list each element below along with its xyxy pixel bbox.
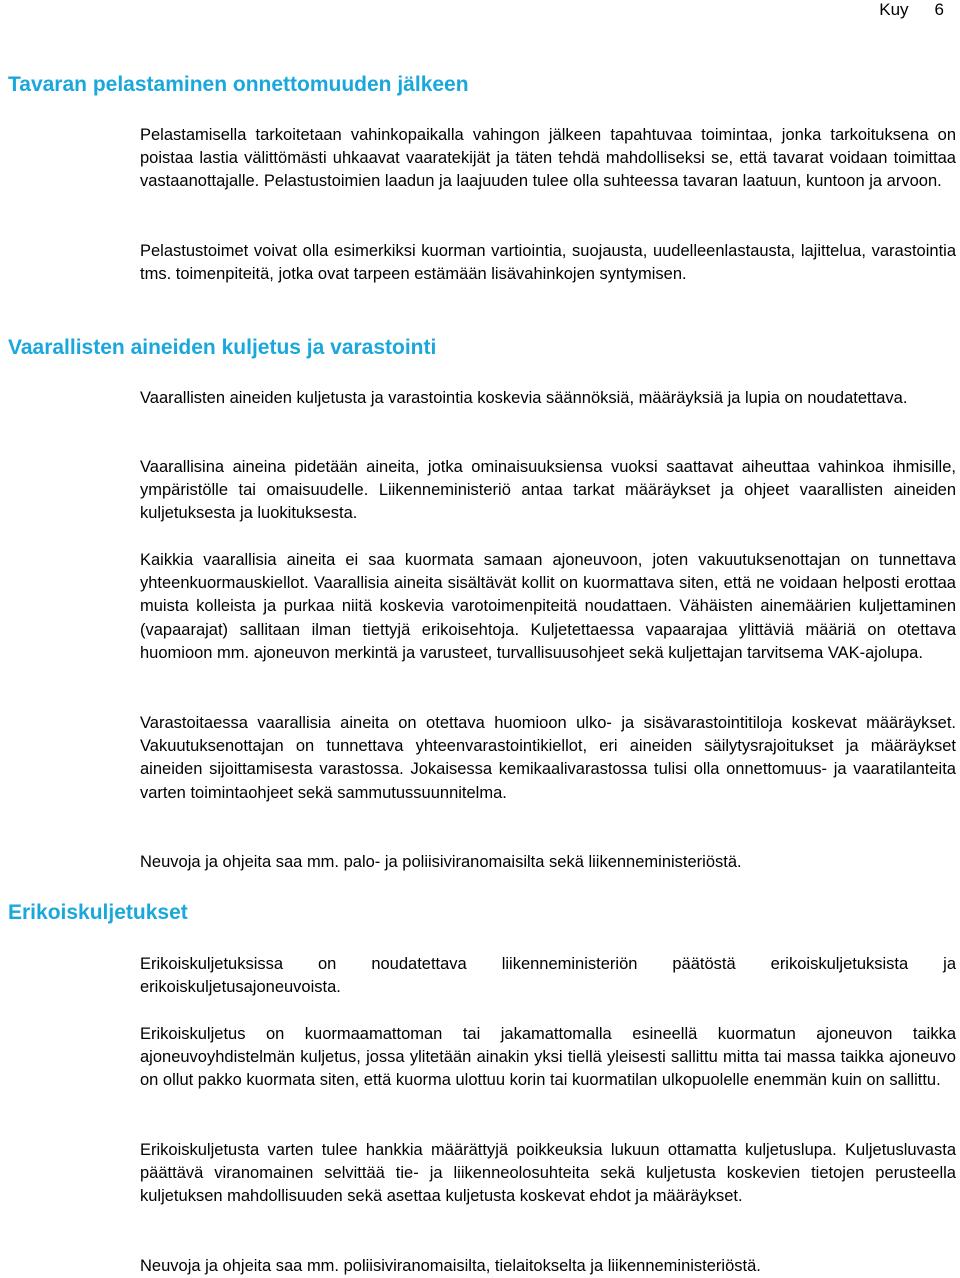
paragraph: Neuvoja ja ohjeita saa mm. palo- ja poliisiviranomaisilta sekä liikenneministeriöstä. [140,853,742,871]
section-heading-cargo-rescue: Tavaran pelastaminen onnettomuuden jälkeen [8,73,469,96]
paragraph: Erikoiskuljetuksissa on noudatettava liikenneministeriön päätöstä erikoiskuljetuksista ja erikoiskuljetusajoneuvoista. [140,955,956,997]
paragraph: Vaarallisina aineina pidetään aineita, jotka ominaisuuksiensa vuoksi saattavat aiheuttaa vahinkoa ihmisille, ympäristölle tai omaisuudelle. Liikenneministeriö antaa tarkat määräykset ja ohjeet vaarallisten aineiden kuljetuksesta ja luokituksesta. [140,458,956,523]
page-header [879,0,944,20]
paragraph: Pelastamisella tarkoitetaan vahinkopaikalla vahingon jälkeen tapahtuvaa toimintaa, jonka tarkoituksena on poistaa lastia välittömästi uhkaavat vaaratekijät ja täten tehdä mahdolliseksi se, että tavarat voidaan toimittaa vastaanottajalle. Pelastustoimien laadun ja laajuuden tulee olla suhteessa tavaran laatuun, kuntoon ja arvoon. [140,126,956,191]
section-heading-dangerous-goods: Vaarallisten aineiden kuljetus ja varastointi [8,336,437,359]
paragraph: Erikoiskuljetusta varten tulee hankkia määrättyjä poikkeuksia lukuun ottamatta kuljetuslupa. Kuljetusluvasta päättävä viranomainen selvittää tie- ja liikenneolosuhteita sekä kuljetusta koskevien tietojen perusteella kuljetuksen mahdollisuuden sekä asettaa kuljetusta koskevat ehdot ja määräykset. [140,1141,956,1206]
paragraph: Varastoitaessa vaarallisia aineita on otettava huomioon ulko- ja sisävarastointitiloja koskevat määräykset. Vakuutuksenottajan on tunnettava yhteenvarastointikiellot, eri aineiden säilytysrajoitukset ja määräykset aineiden sijoittamisesta varastossa. Jokaisessa kemikaalivarastossa tulisi olla onnettomuus- ja vaaratilanteita varten toimintaohjeet sekä sammutussuunnitelma. [140,714,956,802]
paragraph: Kaikkia vaarallisia aineita ei saa kuormata samaan ajoneuvoon, joten vakuutuksenottajan on tunnettava yhteenkuormauskiellot. Vaarallisia aineita sisältävät kollit on kuormattava siten, että ne voidaan helposti erottaa muista kolleista ja purkaa niitä koskevia varotoimenpiteitä noudattaen. Vähäisten ainemäärien kuljettaminen (vapaarajat) sallitaan ilman tiettyjä erikoisehtoja. Kuljetettaessa vapaarajaa ylittäviä määriä on otettava huomioon mm. ajoneuvon merkintä ja varusteet, turvallisuusohjeet sekä kuljettajan tarvitsema VAK-ajolupa. [140,551,956,662]
paragraph: Neuvoja ja ohjeita saa mm. poliisiviranomaisilta, tielaitokselta ja liikenneministeriöstä. [140,1257,761,1275]
paragraph: Pelastustoimet voivat olla esimerkiksi kuorman vartiointia, suojausta, uudelleenlastausta, lajittelua, varastointia tms. toimenpiteitä, jotka ovat tarpeen estämään lisävahinkojen syntymisen. [140,242,956,284]
section-heading-special-transports: Erikoiskuljetukset [8,901,188,924]
header-label: Kuy [879,0,909,19]
paragraph: Erikoiskuljetus on kuormaamattoman tai jakamattomalla esineellä kuormatun ajoneuvon taikka ajoneuvoyhdistelmän kuljetus, jossa ylitetään ainakin yksi tiellä yleisesti sallittu mitta tai massa taikka ajoneuvo on ollut pakko kuormata siten, että kuorma ulottuu korin tai kuormatilan ulkopuolelle enemmän kuin on sallittu. [140,1025,956,1090]
paragraph: Vaarallisten aineiden kuljetusta ja varastointia koskevia säännöksiä, määräyksiä ja lupia on noudatettava. [140,389,908,407]
page-number: 6 [934,0,944,19]
